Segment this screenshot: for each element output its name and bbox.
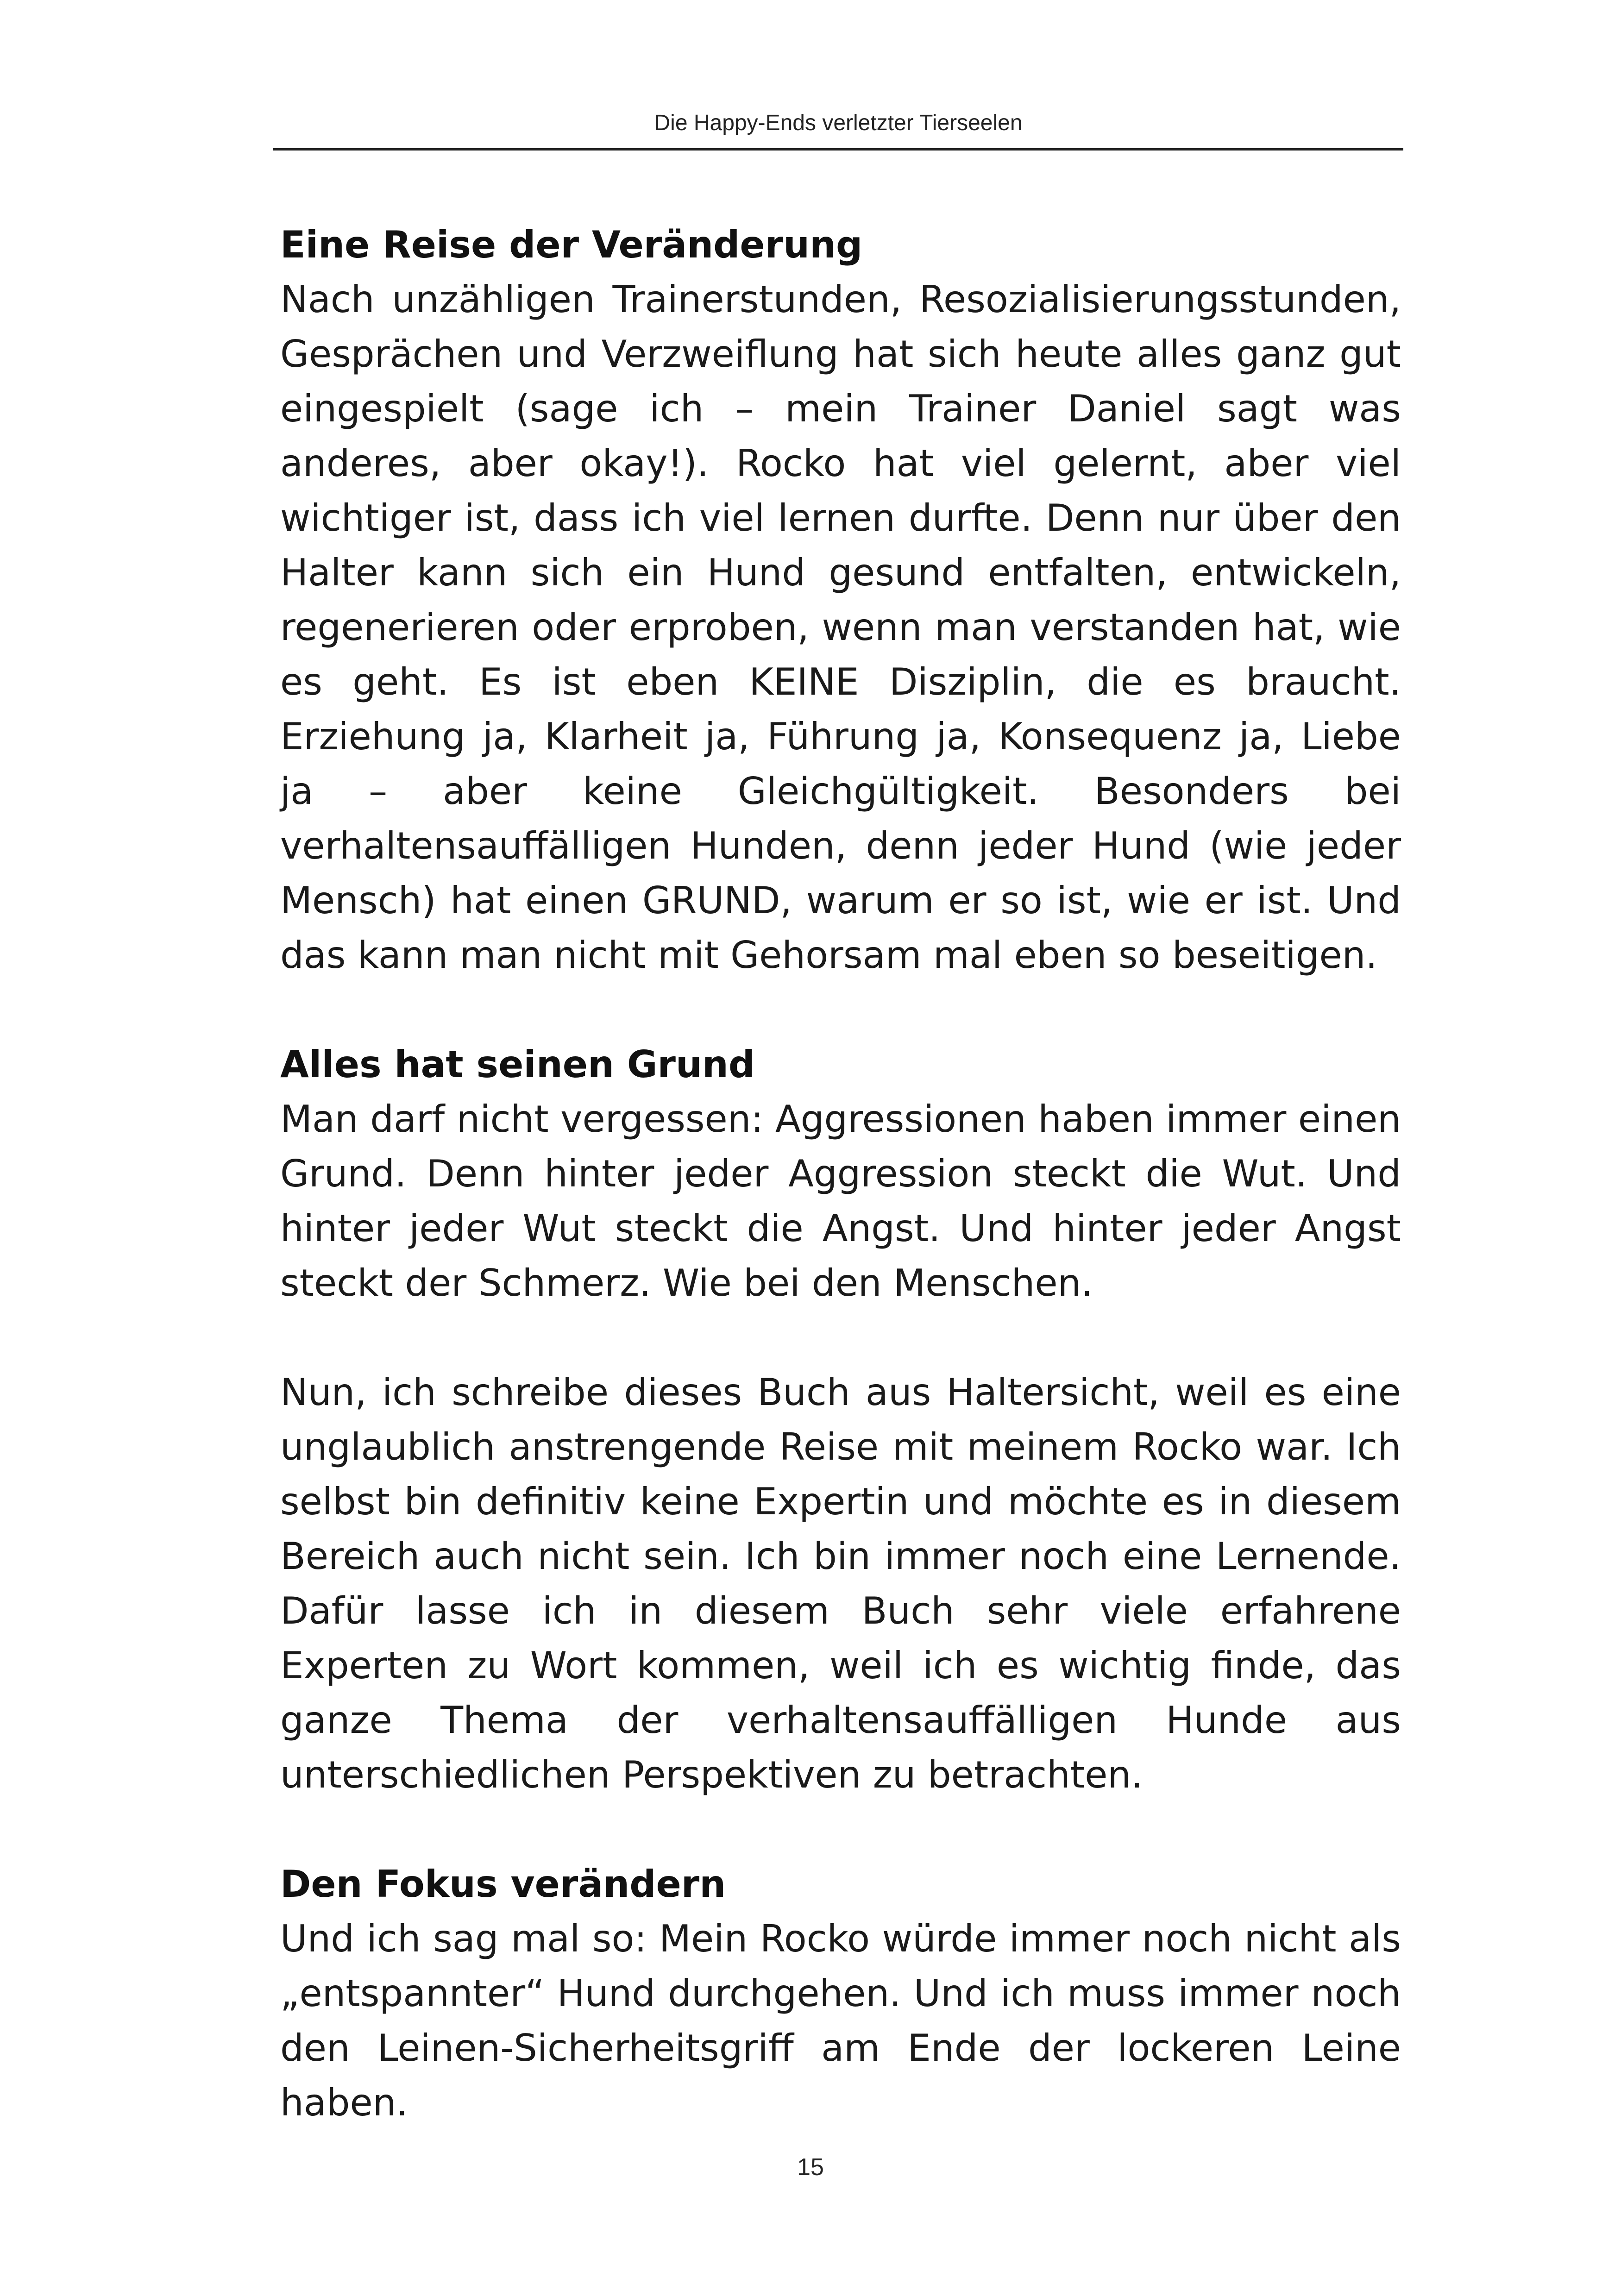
body-paragraph: Nun, ich schreibe dieses Buch aus Haltersicht, weil es eine unglaublich anstrengende Reise mit meinem Rocko war. Ich selbst bin definitiv keine Expertin und möchte es in diesem Bereich auch nicht sein. Ich bin immer noch eine Lernende. Dafür lasse ich in diesem Buch sehr viele erfahrene Experten zu Wort kommen, weil ich es wichtig finde, das ganze Thema der verhaltensauffälligen Hunde aus unterschiedlichen Perspektiven zu betrachten. (280, 1371, 1401, 1796)
body-paragraph: Nach unzähligen Trainerstunden, Resozialisierungsstunden, Gesprächen und Verzweiflung hat sich heute alles ganz gut eingespielt (sage ich – mein Trainer Daniel sagt was anderes, aber okay!). Rocko hat viel gelernt, aber viel wichtiger ist, dass ich viel lernen durfte. Denn nur über den Halter kann sich ein Hund gesund entfalten, entwickeln, regenerieren oder erproben, wenn man verstanden hat, wie es geht. Es ist eben KEINE Disziplin, die es braucht. Erziehung ja, Klarheit ja, Führung ja, Konsequenz ja, Liebe ja – aber keine Gleichgültigkeit. Besonders bei verhaltensauffälligen Hunden, denn jeder Hund (wie jeder Mensch) hat einen GRUND, warum er so ist, wie er ist. Und das kann man nicht mit Gehorsam mal eben so beseitigen. (280, 278, 1401, 977)
header-divider (273, 148, 1403, 151)
section-heading: Eine Reise der Veränderung (280, 223, 863, 266)
section-heading: Den Fokus verändern (280, 1863, 726, 1906)
section-reise-der-veraenderung (280, 218, 1401, 983)
section-alles-hat-seinen-grund (280, 1037, 1401, 1802)
section-den-fokus-veraendern (280, 1857, 1401, 2130)
body-paragraph: Man darf nicht vergessen: Aggressionen haben immer einen Grund. Denn hinter jeder Aggression steckt die Wut. Und hinter jeder Wut steckt die Angst. Und hinter jeder Angst steckt der Schmerz. Wie bei den Menschen. (280, 1098, 1401, 1305)
running-header-title: Die Happy-Ends verletzter Tierseelen (654, 111, 1023, 135)
body-paragraph: Und ich sag mal so: Mein Rocko würde immer noch nicht als „entspannter“ Hund durchgehen. Und ich muss immer noch den Leinen-Sicherheitsgriff am Ende der lockeren Leine haben. (280, 1917, 1401, 2124)
section-heading: Alles hat seinen Grund (280, 1043, 755, 1086)
page-body (280, 218, 1401, 2130)
page-number: 15 (797, 2154, 824, 2181)
